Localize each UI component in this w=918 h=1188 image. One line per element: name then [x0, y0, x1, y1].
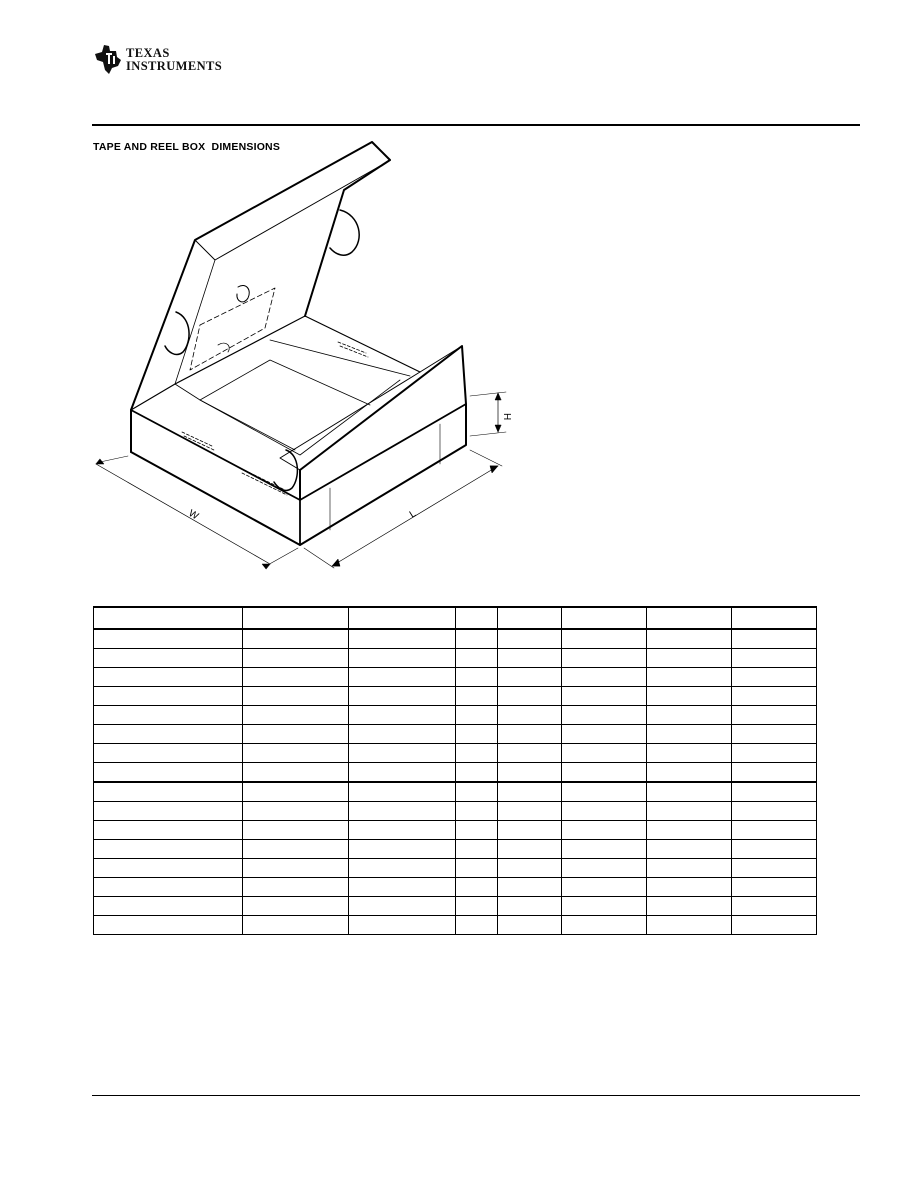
logo-wordmark [126, 47, 222, 73]
table-cell [562, 878, 647, 897]
table-row [94, 706, 817, 725]
table-cell [498, 859, 562, 878]
table-row [94, 859, 817, 878]
table-cell [94, 897, 243, 916]
table-cell [349, 859, 456, 878]
table-cell [456, 725, 498, 744]
table-cell [498, 878, 562, 897]
table-cell [562, 668, 647, 687]
table-cell [562, 782, 647, 802]
table-cell [94, 763, 243, 783]
table-cell [562, 687, 647, 706]
table-cell [562, 725, 647, 744]
table-cell [94, 706, 243, 725]
table-cell [456, 668, 498, 687]
table-cell [732, 706, 817, 725]
table-cell [647, 687, 732, 706]
table-cell [498, 821, 562, 840]
table-cell [456, 782, 498, 802]
table-cell [243, 706, 349, 725]
table-cell [94, 649, 243, 668]
table-cell [647, 897, 732, 916]
ti-state-logo-icon [92, 42, 124, 76]
table-cell [647, 668, 732, 687]
table-header-cell [349, 607, 456, 629]
table-cell [647, 763, 732, 783]
table-cell [243, 649, 349, 668]
table-cell [94, 629, 243, 649]
table-cell [349, 916, 456, 935]
table-cell [498, 668, 562, 687]
table-cell [243, 897, 349, 916]
table-cell [456, 649, 498, 668]
table-header-cell [732, 607, 817, 629]
table-cell [349, 668, 456, 687]
header-rule [92, 124, 860, 126]
logo-line-2: INSTRUMENTS [126, 59, 223, 73]
table-cell [732, 687, 817, 706]
table-cell [243, 878, 349, 897]
table-cell [498, 725, 562, 744]
table-cell [349, 706, 456, 725]
table-row [94, 687, 817, 706]
table-header-cell [562, 607, 647, 629]
table-cell [562, 897, 647, 916]
table-cell [243, 668, 349, 687]
table-cell [562, 859, 647, 878]
table-header-cell [94, 607, 243, 629]
table-cell [732, 763, 817, 783]
table-cell [349, 629, 456, 649]
table-cell [498, 897, 562, 916]
table-cell [732, 802, 817, 821]
table-cell [456, 706, 498, 725]
table-cell [647, 859, 732, 878]
table-row [94, 725, 817, 744]
table-cell [243, 687, 349, 706]
table-cell [349, 725, 456, 744]
table-cell [732, 859, 817, 878]
table-cell [243, 725, 349, 744]
table-cell [349, 878, 456, 897]
table-cell [94, 821, 243, 840]
table-cell [732, 725, 817, 744]
table-header-cell [498, 607, 562, 629]
table-cell [498, 782, 562, 802]
table-cell [456, 821, 498, 840]
table-cell [562, 629, 647, 649]
table-cell [732, 629, 817, 649]
table-cell [243, 763, 349, 783]
table-cell [94, 725, 243, 744]
table-cell [94, 687, 243, 706]
table-cell [243, 744, 349, 763]
table-row [94, 897, 817, 916]
table-cell [94, 916, 243, 935]
table-cell [498, 916, 562, 935]
table-cell [732, 916, 817, 935]
table-row [94, 629, 817, 649]
table-row [94, 744, 817, 763]
table-cell [456, 687, 498, 706]
table-cell [647, 878, 732, 897]
table-cell [456, 916, 498, 935]
table-cell [647, 782, 732, 802]
table-row [94, 649, 817, 668]
table-row [94, 840, 817, 859]
table-header-row [94, 607, 817, 629]
table-cell [349, 763, 456, 783]
table-cell [562, 916, 647, 935]
table-cell [94, 878, 243, 897]
table-cell [349, 687, 456, 706]
table-cell [349, 744, 456, 763]
table-cell [349, 649, 456, 668]
table-cell [562, 706, 647, 725]
table-cell [647, 725, 732, 744]
table-cell [243, 859, 349, 878]
table-cell [562, 649, 647, 668]
table-cell [349, 897, 456, 916]
table-cell [647, 629, 732, 649]
table-cell [456, 859, 498, 878]
table-cell [562, 763, 647, 783]
table-cell [243, 802, 349, 821]
table-cell [243, 916, 349, 935]
table-row [94, 802, 817, 821]
table-cell [732, 668, 817, 687]
table-cell [732, 649, 817, 668]
table-cell [243, 629, 349, 649]
table-cell [349, 840, 456, 859]
table-cell [94, 859, 243, 878]
table-cell [562, 744, 647, 763]
table-cell [94, 668, 243, 687]
table-cell [647, 744, 732, 763]
table-row [94, 821, 817, 840]
table-cell [498, 687, 562, 706]
table-cell [349, 802, 456, 821]
table-cell [498, 802, 562, 821]
section-title: TAPE AND REEL BOX DIMENSIONS [93, 141, 281, 153]
table-cell [456, 763, 498, 783]
table-cell [732, 744, 817, 763]
table-cell [94, 782, 243, 802]
table-cell [243, 840, 349, 859]
table-cell [498, 744, 562, 763]
table-cell [94, 744, 243, 763]
table-cell [647, 706, 732, 725]
table-cell [498, 649, 562, 668]
table-cell [456, 744, 498, 763]
table-row [94, 782, 817, 802]
table-cell [243, 782, 349, 802]
table-cell [732, 897, 817, 916]
table-cell [243, 821, 349, 840]
table-cell [456, 629, 498, 649]
table-row [94, 916, 817, 935]
table-cell [647, 840, 732, 859]
table-cell [498, 629, 562, 649]
table-cell [732, 878, 817, 897]
table-cell [94, 840, 243, 859]
table-cell [498, 706, 562, 725]
table-cell [498, 763, 562, 783]
dimension-label-w: W [186, 508, 201, 523]
tape-and-reel-box-drawing [88, 138, 528, 578]
table-row [94, 668, 817, 687]
dimension-label-l: L [407, 508, 419, 521]
table-cell [456, 878, 498, 897]
box-dimensions-table [93, 606, 817, 935]
table-header-cell [456, 607, 498, 629]
table-cell [732, 782, 817, 802]
dimension-label-h: H [501, 413, 512, 421]
table-cell [456, 897, 498, 916]
table-cell [647, 916, 732, 935]
table-cell [562, 821, 647, 840]
table-cell [732, 821, 817, 840]
table-cell [94, 802, 243, 821]
table-cell [647, 821, 732, 840]
table-cell [732, 840, 817, 859]
table-cell [562, 840, 647, 859]
table-cell [456, 840, 498, 859]
table-cell [647, 802, 732, 821]
table-cell [456, 802, 498, 821]
logo-line-1: TEXAS [126, 46, 170, 60]
table-header-cell [647, 607, 732, 629]
table-row [94, 878, 817, 897]
table-cell [498, 840, 562, 859]
table-cell [647, 649, 732, 668]
table-cell [349, 782, 456, 802]
ti-logo [92, 42, 232, 78]
table-cell [562, 802, 647, 821]
table-header-cell [243, 607, 349, 629]
table-cell [349, 821, 456, 840]
table-row [94, 763, 817, 783]
footer-rule [92, 1095, 860, 1096]
